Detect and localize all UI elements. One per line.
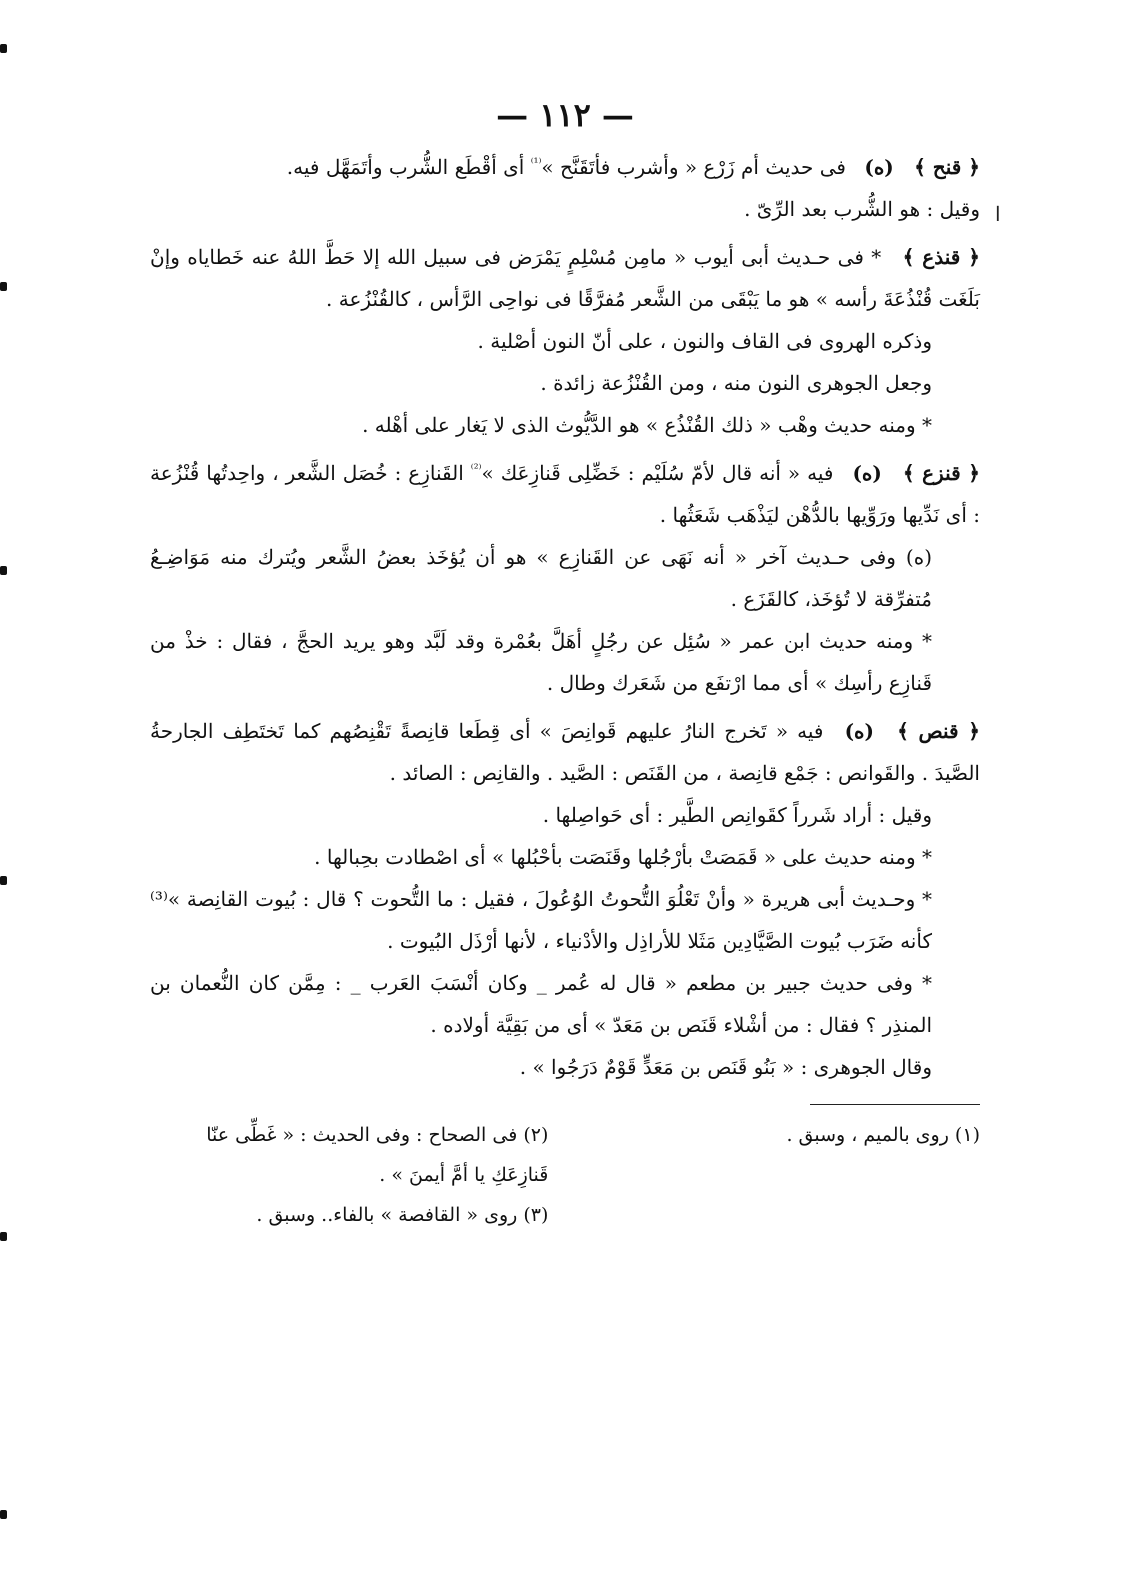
headword: ﴿ قنزع ﴾ xyxy=(902,461,980,485)
footnote-row xyxy=(150,1195,980,1235)
entry-text: فيه « تَخرج النارُ عليهم قَوانِصَ » أى قِطَعا قانِصةً تَقْنِصُهم كما تَختَطِف الجارحةُ الصَّيدَ . والقَوانص : جَمْع قانِصة ، من القَنَص : الصَّيد . والقانِص : الصائد . xyxy=(150,719,980,785)
footnote-separator xyxy=(810,1104,980,1105)
scan-mark xyxy=(0,282,7,291)
page-number: — ١١٢ — xyxy=(496,96,634,134)
scan-mark xyxy=(0,876,7,885)
entry-text: القَنازِع : خُصَل الشَّعر ، واحِدتُها قُنْزُعة : أى نَدِّيها ورَوِّيها بالدُّهْن ليَذْهَب شَعَثُها . xyxy=(150,461,980,527)
entry-text: فيه « أنه قال لأمّ سُلَيْم : خَضِّلِى قَنازِعَك » xyxy=(481,461,834,485)
paragraph: * ومنه حديث على « قَمَصَتْ بأرْجُلها وقَنَصَت بأحْبُلها » أى اصْطادت بحِبالها . xyxy=(314,845,932,869)
paragraph: وجعل الجوهرى النون منه ، ومن القُنْزُعة زائدة . xyxy=(540,371,932,395)
headword: ﴿ قنذع ﴾ xyxy=(902,245,981,269)
footnote-row xyxy=(150,1115,980,1195)
scan-mark xyxy=(0,1510,7,1519)
scan-mark xyxy=(0,566,7,575)
document-page xyxy=(150,96,980,1536)
entry-text: * فى حـديث أبى أيوب « مامِن مُسْلِمٍ يَمْرَض فى سبيل الله إلا حَطَّ اللهُ عنه خَطاياه وإنْ بَلَغَت قُنْذُعَةَ رأسه » هو ما يَبْقَى من الشَّعر مُفرَّقًا فى نواحِى الرَّأس ، كالقُنْزُعة . xyxy=(150,245,980,311)
paragraph: * ومنه حديث وهْب « ذلك القُنْذُع » هو الدَّيُّوث الذى لا يَغار على أهْله . xyxy=(362,413,932,437)
entry-text: فى حديث أم زَرْع « وأشرب فأتَقَنَّح » xyxy=(541,155,846,179)
source-marker: (ه) xyxy=(852,461,882,485)
entry-qunzu xyxy=(150,452,980,536)
footnotes xyxy=(150,1115,980,1235)
entry-qanah xyxy=(150,146,980,188)
scan-mark xyxy=(0,1232,7,1241)
paragraph: وقيل : أراد شَرراً كقَوانِص الطَّير : أى حَواصِلها . xyxy=(542,803,932,827)
headword: ﴿ قنح ﴾ xyxy=(914,155,980,179)
footnote-ref: ⁽²⁾ xyxy=(470,461,482,476)
entry-qundhu xyxy=(150,236,980,320)
scan-mark xyxy=(0,44,7,53)
paragraph: * ومنه حديث ابن عمر « سُئِل عن رجُلٍ أهَلَّ بعُمْرة وقد لَبَّد وهو يريد الحجَّ ، فقال : خذْ من قَنازِع رأسِك » أى مما ارْتفَع من شَعَرك وطال . xyxy=(150,629,932,695)
source-marker: (ه) xyxy=(864,155,894,179)
entry-text: وقيل : هو الشُّرب بعد الرِّىّ . xyxy=(744,197,980,221)
footnote-3: (٣) روى « القافصة » بالفاء.. وسبق . xyxy=(256,1204,549,1226)
source-marker: (ه) xyxy=(844,719,874,743)
headword: ﴿ قنص ﴾ xyxy=(897,719,980,743)
footnote-ref: ⁽¹⁾ xyxy=(530,155,542,170)
entry-qanas xyxy=(150,710,980,794)
footnote-2: (٢) فى الصحاح : وفى الحديث : « غَطِّى عنّا قَنازِعَكِ يا أمَّ أيمنَ » . xyxy=(206,1124,549,1186)
entry-text: أى أقْطَع الشُّرب وأتَمَهَّل فيه. xyxy=(286,155,531,179)
paragraph: (ه) وفى حـديث آخر « أنه نَهَى عن القَنازِع » هو أن يُؤخَذ بعضُ الشَّعر ويُترك منه مَوَاضِـعُ مُتفرِّقة لا تُؤخَذ، كالقَزَع . xyxy=(150,545,932,611)
margin-mark: ا xyxy=(995,202,1001,226)
footnote-1: (١) روى بالميم ، وسبق . xyxy=(786,1124,980,1146)
paragraph: * وحـديث أبى هريرة « وأنْ تَعْلُوَ التُّحوتُ الوُعُولَ ، فقيل : ما التُّحوت ؟ قال : بُيوت القانِصة »⁽³⁾ كأنه ضَرَب بُيوت الصَّيَّادِين مَثَلا للأراذِل والأدْنياء ، لأنها أرْذَل البُيوت . xyxy=(150,887,932,953)
paragraph: وقال الجوهرى : « بَنُو قَنَص بن مَعَدٍّ قَوْمٌ دَرَجُوا » . xyxy=(519,1055,932,1079)
paragraph: وذكره الهروى فى القاف والنون ، على أنّ النون أصْلية . xyxy=(477,329,932,353)
paragraph: * وفى حديث جبير بن مطعم « قال له عُمر _ وكان أنْسَبَ العَرب _ : مِمَّن كان النُّعمان بن المنذِر ؟ فقال : من أشْلاء قَنَص بن مَعَدّ » أى من بَقِيَّة أولاده . xyxy=(150,971,932,1037)
